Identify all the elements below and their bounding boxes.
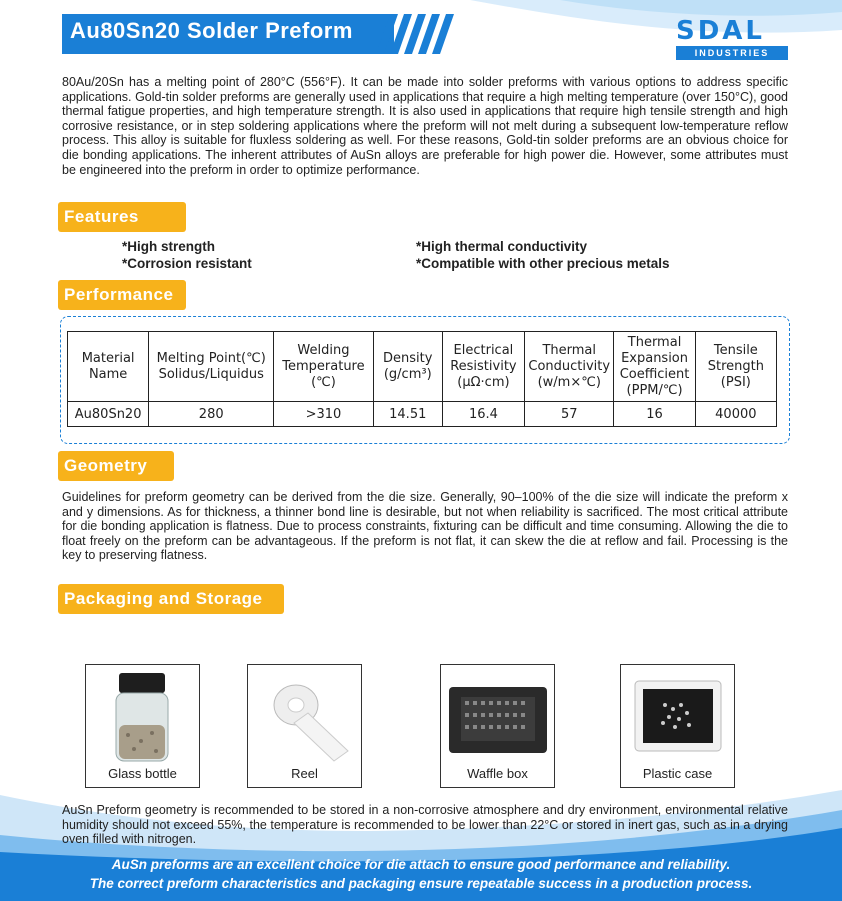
glass-bottle-icon [86, 665, 201, 765]
performance-table [67, 331, 777, 427]
table-cell: Au80Sn20 [68, 402, 149, 427]
logo-main-text: SDAL [676, 16, 765, 46]
storage-paragraph: AuSn Preform geometry is recommended to be stored in a non-corrosive atmosphere and dry environment, environmental relative humidity should not exceed 55%, the temperature is recommended to be lower than 22°C or stored in inert gas, such as in a drying oven filled with nitrogen. [62, 803, 788, 847]
footer-line: The correct preform characteristics and packaging ensure repeatable success in a production process. [89, 876, 753, 891]
package-glass-bottle [85, 664, 200, 788]
table-header-cell: Thermal Expansion Coefficient (PPM/℃) [614, 332, 695, 402]
package-label: Waffle box [467, 766, 528, 781]
package-label: Plastic case [642, 766, 713, 781]
plastic-case-icon [621, 665, 736, 765]
waffle-box-icon [441, 665, 556, 765]
table-header-cell: Density (g/cm³) [373, 332, 442, 402]
feature-item: *Corrosion resistant [122, 256, 252, 271]
section-geometry: Geometry [58, 451, 174, 481]
table-header-cell: Material Name [68, 332, 149, 402]
section-features: Features [58, 202, 186, 232]
package-label: Glass bottle [108, 766, 177, 781]
company-logo [676, 18, 788, 60]
table-cell: 14.51 [373, 402, 442, 427]
table-header-cell: Electrical Resistivity (μΩ·cm) [442, 332, 524, 402]
package-label: Reel [291, 766, 318, 781]
table-header-cell: Thermal Conductivity (w/m×℃) [525, 332, 614, 402]
table-header-row [68, 332, 777, 402]
table-cell: 40000 [695, 402, 776, 427]
title-stripes-decoration [378, 14, 458, 54]
feature-item: *High strength [122, 239, 215, 254]
table-cell: 16.4 [442, 402, 524, 427]
table-cell: >310 [274, 402, 374, 427]
feature-item: *High thermal conductivity [416, 239, 588, 254]
package-plastic-case [620, 664, 735, 788]
table-cell: 280 [149, 402, 274, 427]
package-waffle-box [440, 664, 555, 788]
table-header-cell: Tensile Strength (PSI) [695, 332, 776, 402]
intro-paragraph: 80Au/20Sn has a melting point of 280°C (556°F). It can be made into solder preforms with various options to address specific applications. Gold-tin solder preforms are generally used in applications that require a high melting temperature (over 150°C), good thermal fatigue properties, and high temperature strength. It is also used in applications that require high tensile strength and high corrosive resistance, or in step soldering applications where the preform will not melt during a subsequent low-temperature reflow process. This alloy is suitable for fluxless soldering as well. For these reasons, Gold-tin solder preforms are an obvious choice for die bonding applications. The inherent attributes of AuSn alloys are preferable for high power die. However, some attributes must be engineered into the preform in order to optimize performance. [62, 75, 788, 177]
footer-line: AuSn preforms are an excellent choice for die attach to ensure good performance and reliability. [111, 857, 731, 872]
feature-item: *Compatible with other precious metals [416, 256, 670, 271]
package-reel [247, 664, 362, 788]
section-packaging: Packaging and Storage [58, 584, 284, 614]
page-title: Au80Sn20 Solder Preform [70, 18, 353, 43]
table-cell: 16 [614, 402, 695, 427]
table-header-cell: Welding Temperature (℃) [274, 332, 374, 402]
geometry-paragraph: Guidelines for preform geometry can be derived from the die size. Generally, 90–100% of the die size will indicate the preform x and y dimensions. As for thickness, a thinner bond line is desirable, but not when reliability is sacrificed. The most critical attribute for die bonding application is flatness. Due to process constraints, fixturing can be difficult and time consuming. Allowing the die to float freely on the preform can be advantageous. If the preform is not flat, it can skew the die at reflow and fail. Processing is the key to preserving flatness. [62, 490, 788, 563]
table-cell: 57 [525, 402, 614, 427]
table-header-cell: Melting Point(℃) Solidus/Liquidus [149, 332, 274, 402]
logo-sub-text: INDUSTRIES [676, 46, 788, 60]
reel-icon [248, 665, 363, 765]
section-performance: Performance [58, 280, 186, 310]
table-row [68, 402, 777, 427]
